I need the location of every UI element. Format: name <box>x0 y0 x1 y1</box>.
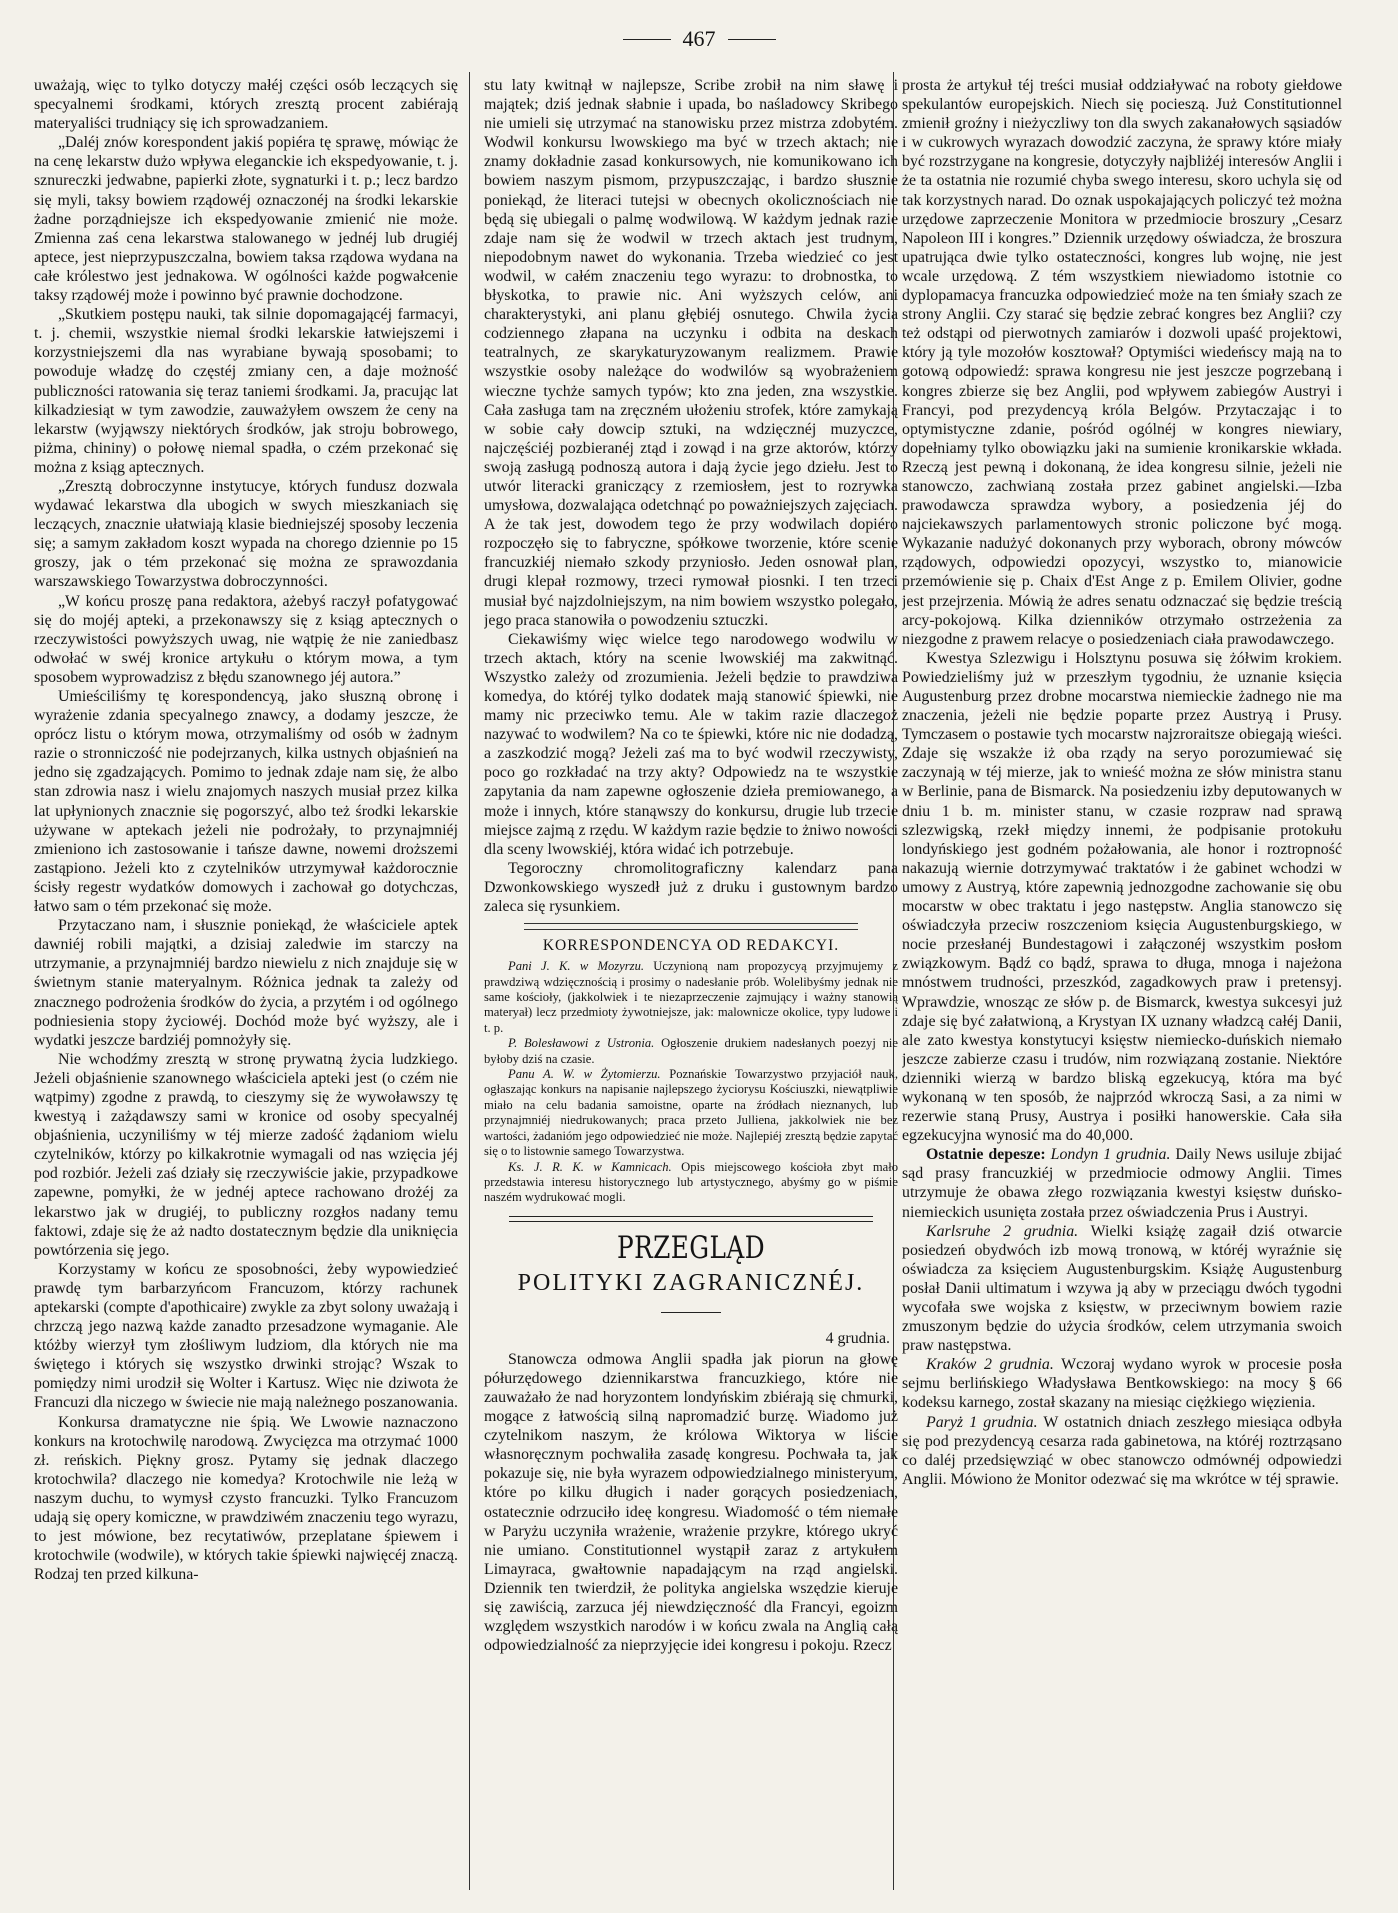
correspondence-text: Uczynioną nam propozycyą przyjmujemy z prawdziwą wdzięcznością i prosimy o nadesłanie prób. Wolelibyśmy jednak nie same kościoły, (jakkolwiek i te niezaprzeczenie zajmujący i ważny stanowią materyał) lecz przedmioty żywotniejsze, jak: malownicze okolice, typy ludowe i t. p. <box>484 959 898 1035</box>
correspondence-item <box>484 1067 898 1159</box>
review-subtitle: POLITYKI ZAGRANICZNÉJ. <box>517 1269 865 1296</box>
correspondence-addressee: P. Bolesławowi z Ustronia. <box>508 1036 655 1051</box>
section-divider <box>524 923 858 930</box>
paragraph: Stanowcza odmowa Anglii spadła jak piorun na głowę półurzędowego dziennikarstwa francuzkiego, które nie zauważało że nad horyzontem londyńskim zbiérają się chmurki, mogące z łatwością silną napromadzić burzę. Wiadomo już czytelnikom naszym, że królowa Wiktorya w liście własnoręcznym pochwaliła zasadę kongresu. Pochwała ta, jak pokazuje się, nie była wyrazem odpowiedzialnego ministeryum, które po kilku długich i nader gorących posiedzeniach, ostatecznie odrzuciło ideę kongresu. Wiadomość o tém niemałe w Paryżu uczyniła wrażenie, wrażenie przykre, którego ukryć nie umiano. Constitutionnel wystąpił zaraz z artykułem Limayraca, gwałtownie napadającym na rząd angielski. Dziennik ten twierdził, że polityka angielska wszędzie kieruje się zawiścią, zarzuca jéj niewdzięczność dla Francyi, egoizm względem wszystkich narodów i w końcu zwala na Anglią całą odpowiedzialność za nieprzyjęcie idei kongresu i pokoju. Rzecz <box>484 1350 898 1655</box>
dispatch-item <box>902 1222 1342 1356</box>
dispatch-place: Kraków 2 grudnia. <box>926 1356 1054 1374</box>
dispatch-lead: Ostatnie depesze: <box>926 1146 1046 1164</box>
dispatch-item <box>902 1355 1342 1412</box>
page-number-text: 467 <box>682 26 716 51</box>
correspondence-text: Opis miejscowego kościoła zbyt mało przedstawia interesu historycznego lub artystycznego, abyśmy go w piśmie naszém wydrukować mogli. <box>484 1159 898 1205</box>
correspondence-heading: KORRESPONDENCYA OD REDAKCYI. <box>542 937 840 955</box>
paragraph: Umieściliśmy tę korespondencyą, jako słuszną obronę i wyrażenie zdania specyalnego znawcy, a dodamy jeszcze, że oprócz listu o którym mowa, otrzymaliśmy od osób w żadnym razie o stronniczość nie podejrzanych, kilka ustnych objaśnień na jedno się zgadzających. Pomimo to jednak zdaje nam się, że albo stan zdrowia nasz i wielu znajomych naszych musiał przez kilka lat upłynionych znacznie się pogorszyć, albo też środki lekarskie używane w aptekach jeżeli nie podrożały, to przynajmniéj zmieniono ich zastosowanie i tańsze dawne, nowemi droższemi zastąpiono. Jeżeli kto z czytelników utrzymywał każdorocznie ścisły regestr wydatków domowych i zachował go dotychczas, łatwo sam o tém przekonać się może. <box>34 688 458 916</box>
paragraph: „Daléj znów korespondent jakiś popiéra tę sprawę, mówiąc że na cenę lekarstw dużo wpływa eleganckie ich ekspedyowanie, t. j. sznureczki jedwabne, papierki złote, sygnaturki i t. p.; lecz bardzo się myli, taksy bowiem rządowéj oznaczonéj na środki lekarskie żadne porządniejsze ich ekspedyowanie zmienić nie może. Zmienna zaś cena lekarstwa stalowanego w jednéj lub drugiéj aptece, jest nieprzypuszczalna, bowiem taksa rządowa wydana na całe królestwo jest jednakowa. W ogólności każde pogwałcenie taksy rządowéj może i powinno być prawnie dochodzone. <box>34 134 458 305</box>
correspondence-item <box>484 1036 898 1067</box>
dispatch-text: Wczoraj wydano wyrok w procesie posła sejmu berlińskiego Władysława Bentkowskiego: na mocy § 66 kodeksu karnego, został skazany na miesiąc ciężkiego więzienia. <box>902 1356 1342 1412</box>
dispatch-place: Londyn 1 grudnia. <box>1050 1146 1171 1164</box>
paragraph: Przytaczano nam, i słusznie poniekąd, że właściciele aptek dawniéj robili majątki, a dzisiaj zaledwie im starczy na utrzymanie, a przynajmniéj bardzo niewielu z nich znajduje się w świetnym stanie materyalnym. Różnica jednak ta zależy od znacznego podrożenia środków do życia, a przytém i od ogólnego podniesienia stopy życiowéj. Dochód może być wyższy, ale i wydatki jeszcze bardziéj pomnożyły się. <box>34 917 458 1049</box>
correspondence-addressee: Pani J. K. w Mozyrzu. <box>508 959 645 974</box>
correspondence-text: Ogłoszenie drukiem nadesłanych poezyj nie byłoby dziś na czasie. <box>484 1036 898 1066</box>
paragraph: „Zresztą dobroczynne instytucye, których fundusz dozwala wydawać lekarstwa dla ubogich w swych mieszkaniach się leczących, znacznie ułatwiają klasie biedniejszéj sposoby leczenia się; a samym zakładom koszt wypada na chorego dziennie po 15 groszy, jak o tém przekonać się można ze sprawozdania warszawskiego Towarzystwa dobroczynności. <box>34 477 458 591</box>
dispatch-place: Karlsruhe 2 grudnia. <box>926 1222 1079 1240</box>
page-number <box>0 26 1398 52</box>
review-title: PRZEGLĄD <box>617 1229 765 1266</box>
middle-column <box>484 76 898 1888</box>
folio-rule-right <box>728 39 776 40</box>
dispatch-text: Daily News usiluje zbijać sąd prasy francuzkiéj w przedmiocie odmowy Anglii. Times utrzymuje że obawa złego rozwiązania kwestyi księstw duńsko-niemieckich usunięta została przez oświadczenia Prus i Austryi. <box>902 1146 1342 1221</box>
dispatch-item <box>902 1413 1342 1489</box>
paragraph: „W końcu proszę pana redaktora, ażebyś raczył pofatygować się do mojéj apteki, a przekonawszy się z ksiąg aptecznych o rzeczywistości powyższych uwag, nie wątpię że nie zaniedbasz odwołać w swéj kronice artykułu o którym mowa, a tym sposobem wyprowadzisz z błędu szanownego jéj autora.” <box>34 592 458 686</box>
review-dateline: 4 grudnia. <box>825 1329 890 1347</box>
correspondence-item <box>484 1160 898 1206</box>
paragraph: Nie wchodźmy zresztą w stronę prywatną życia ludzkiego. Jeżeli objaśnienie szanownego właściciela apteki jest (o czém nie wątpimy) zgodne z prawdą, to cieszymy się że wywoławszy tę kwestyą i zażądawszy sami w kronice od osoby specyalnéj objaśnienia, uczyniliśmy w téj mierze zadość żądaniom wielu czytelników, którzy po kilkakrotnie wymagali od nas wzięcia jéj pod rozbiór. Jeżeli zaś działy się rzeczywiście jakie, przypadkowe zapewne, pomyłki, że w jednéj aptece rachowano drożéj za lekarstwo jak w drugiéj, to publiczny rozgłos nadany temu faktowi, zdaje się że aż nadto dostatecznym będzie dla uniknięcia powtórzenia się jego. <box>34 1050 458 1259</box>
paragraph: Konkursa dramatyczne nie śpią. We Lwowie naznaczono konkurs na krotochwilę narodową. Zwycięzca ma otrzymać 1000 zł. reńskich. Piękny grosz. Pytamy się jednak dlaczego krotochwila? dlaczego nie komedya? Krotochwile nie leżą w naszym duchu, to wymysł czysto francuzki. Tylko Francuzom udają się opery komiczne, w prawdziwém znaczeniu tego wyrazu, to jest mówione, bez recytatiwów, przeplatane śpiewem i krotochwile (wodwile), w których takie śpiewki najwięcéj znaczą. Rodzaj ten przed kilkuna- <box>34 1413 458 1584</box>
paragraph: Korzystamy w końcu ze sposobności, żeby wypowiedzieć prawdę tym barbarzyńcom Francuzom, którzy rachunek aptekarski (compte d'apothicaire) zwykle za zbyt solony uważają i chrzczą jego nazwą każde zanadto przesadzone wymaganie. Ale któżby wierzył tym złośliwym ludziom, dla których nie ma świętego i których się wszystko drwinki strojąc? Wszak to pomiędzy nimi urodził się Wolter i Kartusz. Więc nie dziwota że Francuzi dla niczego w świecie nie mają należnego poszanowania. <box>34 1260 458 1412</box>
dispatch-text: W ostatnich dniach zeszłego miesiąca odbyła się pod prezydencyą cesarza rada gabinetowa, na któréj roztrząsano co daléj przedsięwziąć w obec stanowczo odmównéj odpowiedzi Anglii. Mówiono że Monitor odezwać się ma wkrótce w téj sprawie. <box>902 1413 1342 1488</box>
paragraph: Tegoroczny chromolitograficzny kalendarz pana Dzwonkowskiego wyszedł już z druku i gustownym bardzo zaleca się rysunkiem. <box>484 859 898 916</box>
right-column <box>902 76 1342 1888</box>
correspondence-addressee: Panu A. W. w Żytomierzu. <box>508 1067 661 1082</box>
dispatch-item <box>902 1145 1342 1221</box>
correspondence-addressee: Ks. J. R. K. w Kamnicach. <box>508 1159 672 1174</box>
folio-rule-left <box>623 39 671 40</box>
paragraph: stu laty kwitnął w najlepsze, Scribe zrobił na nim sławę i majątek; dziś jednak słabnie i upada, bo naśladowcy Skribego nie umieli się utrzymać na stanowisku przez mistrza zdobytém. Wodwil konkursu lwowskiego ma być w trzech aktach; nie znamy dokładnie zasad konkursowych, nie komunikowano ich bowiem naszym pismom, przypuszczając, i bardzo słusznie poniekąd, że literaci tutejsi w obecnych okolicznościach nie będą się ubiegali o palmę wodwilową. W każdym jednak razie zdaje nam się że wodwil w trzech aktach jest trudnym, niepodobnym nawet do wykonania. Trzeba wiedzieć co jest wodwil, w całém znaczeniu tego wyrazu: to drobnostka, to błyskotka, to prawie nic. Ani wyższych celów, ani charakterystyki, ani planu głębiéj osnutego. Chwila życia codziennego złapana na uczynku i odbita na deskach teatralnych, ze skarykaturyzowanym realizmem. Prawie wszystkie osoby należące do wodwilów są wyobrażeniem wieczne tychże samych typów; kto zna jeden, zna wszystkie. Cała zasługa tam na zręczném ułożeniu strofek, które zamykają w sobie cały dowcip sztuki, na wdzięcznéj muzyczce, najczęściéj pozbieranéj ztąd i zowąd i na grze aktorów, którzy swoją zasługą podnoszą autora i dają życie jego dziełu. Jest to utwór literacki graniczący z rzemiosłem, jest to rozrywka umysłowa, dozwalająca odetchnąć po poważniejszych zajęciach. A że tak jest, dowodem tego że przy wodwilach dopiéro rozpoczęło się to fabryczne, spółkowe tworzenie, które scenie francuzkiéj niemało szkody przyniosło. Jeden osnował plan, drugi klepał rozmowy, trzeci rymował piosnki. I ten trzeci musiał być najzdolniejszym, na nim bowiem wszystko polegało, jego praca stanowiła o powodzeniu sztuczki. <box>484 77 898 629</box>
paragraph: prosta że artykuł téj treści musiał oddziaływać na roboty giełdowe spekulantów europejskich. Niech się pocieszą. Już Constitutionnel zmienił groźny i nieżyczliwy ton dla swych zakanałowych sąsiadów i w cukrowych wyrazach dowodzić zaczyna, że sprawy które miały być rozstrzygane na kongresie, dotyczyły najbliżéj interesów Anglii i że ta ostatnia nie rozumié chyba swego interesu, skoro uchyla się od tak korzystnych narad. Do oznak uspokajających policzyć też można urzędowe zaprzeczenie Monitora w przedmiocie broszury „Cesarz Napoleon III i kongres.” Dziennik urzędowy oświadcza, że broszura upatrująca dwie tylko ostateczności, kongres lub wojnę, nie jest wcale urzędową. Z tém wszystkiem niewiadomo istotnie co dyplopamacya francuzka odpowiedzieć może na ten śmiały szach ze strony Anglii. Czy starać się będzie zebrać kongres bez Anglii? czy też odstąpi od pierwotnych zamiarów i dozwoli upaść projektowi, który ją tyle mozołów kosztował? Optymiści wiedeńscy mają na to gotową odpowiedź: sprawa kongresu nie jest jeszcze pogrzebaną i kongres zbierze się bez Anglii, pod wpływem zabiegów Austryi i Francyi, pod prezydencyą króla Belgów. Przytaczając i to optymistyczne zdanie, pośród ogólnéj w kongres niewiary, dopełniamy tylko obowiązku jaki na sumienie kronikarskie wkłada. Rzeczą jest pewną i dokonaną, że idea kongresu silnie, jeżeli nie stanowczo, zachwianą została przez gabinet angielski.—Izba prawodawcza sprawdza wybory, a posiedzenia jéj do najciekawszych parlamentowych stronic policzone być mogą. Wykazanie nadużyć dokonanych przy wyborach, obrony mówców rządowych, odpowiedzi opozycyi, wszystko to, mianowicie przemówienie się p. Chaix d'Est Ange z p. Emilem Olivier, godne jest przejrzenia. Mówią że adres senatu odznaczać się będzie treścią arcy-pokojową. Kilka dzienników otrzymało ostrzeżenia za niezgodne z prawem relacye o posiedzeniach ciała prawodawczego. <box>902 77 1342 648</box>
correspondence-text: Poznańskie Towarzystwo przyjaciół nauk, ogłaszając konkurs na napisanie najlepszego życiorysu Kościuszki, niewątpliwie miało na celu badania samoistne, oparte na źródłach nieznanych, lub przynajmniéj niedrukowanych; praca przeto Julliena, jakkolwiek nie bez wartości, żadanióm jego odpowiedzieć nie może. Najlepiéj zresztą będzie zapytać się o to listownie samego Towarzystwa. <box>484 1067 898 1159</box>
dispatch-text: Wielki książę zagaił dziś otwarcie posiedzeń obydwóch izb mową tronową, w któréj wyraźnie się oświadcza za księciem Augustenburgskim. Książę Augustenburg posłał Danii ultimatum i wzywa ją aby w przeciągu dwóch tygodni wycofała swe wojska z księstw, w przeciwnym bowiem razie zmuszonym będzie do użycia środków, celem utrzymania swoich praw następstwa. <box>902 1222 1342 1355</box>
correspondence-item <box>484 959 898 1036</box>
paragraph: uważają, więc to tylko dotyczy małéj części osób leczących się specyalnemi środkami, których zresztą procent zabiérają materyaliści trudniący się ich sprowadzaniem. <box>34 77 458 133</box>
paragraph: Kwestya Szlezwigu i Holsztynu posuwa się żółwim krokiem. Powiedzieliśmy już w przeszłym tygodniu, że uznanie księcia Augustenburg przez drobne mocarstwa niemieckie żadnego nie ma znaczenia, jeżeli nie będzie poparte przez Austryą i Prusy. Tymczasem o postawie tych mocarstw najzroraitsze obiegają wieści. Zdaje się wszakże iż oba rządy na seryo porozumiewać się zaczynają w téj mierze, jak to wnieść można ze słów ministra stanu w Berlinie, pana de Bismarck. Na posiedzeniu izby deputowanych w dniu 1 b. m. minister stanu, w czasie rozpraw nad sprawą szlezwigską, rzekł między innemi, że podpisanie protokułu londyńskiego jest godném pożałowania, ale honor i roztropność nakazują wiernie dotrzymywać traktatów i że gabinet wchodzi w umowy z Austryą, które zapewnią jednozgodne zachowanie się obu mocarstw w obec traktatu i jego następstw. Anglia stanowczo się oświadczyła przeciw roszczeniom księcia Augustenburgskiego, w nocie przesłanéj Bundestagowi i załączonéj wszystkim posłom związkowym. Bądź co bądź, sprawa to długa, mnoga i najeżona mnóstwem trudności, przeszkód, zagadkowych praw i pretensyj. Wprawdzie, wnosząc ze słów p. de Bismarck, kwestya sukcesyi już zdaje się być załatwioną, a Krystyan IX uznany władzcą całéj Danii, ale zato kwestya konstytucyi księstw niemiecko-duńskich niemało jeszcze zabierze czasu i trudów, nim rozwiązaną zostanie. Niektóre dzienniki wierzą w bardzo bliską egzekucyą, która ma być wykonaną w ten sposób, że najprzód wkroczą Sasi, a za nimi w rezerwie staną Prusy, Austrya i posiłki hanowerskie. Cała siła egzekucyjna wynosić ma do 40,000. <box>902 649 1342 1145</box>
section-divider <box>509 1216 873 1222</box>
title-underline <box>661 1312 721 1313</box>
paragraph: Ciekawiśmy więc wielce tego narodowego wodwilu w trzech aktach, który na scenie lwowskiéj ma zakwitnąć. Wszystko zależy od zrozumienia. Jeżeli będzie to prawdziwa komedya, do któréj tylko dodatek mają stanowić śpiewki, nie mamy nic przeciwko temu. Ale w takim razie dlaczegoż nazywać to wodwilem? Na co te śpiewki, które nic nie dodadzą, a zaszkodzić mogą? Jeżeli zaś ma to być wodwil rzeczywisty, poco go rozkładać na trzy akty? Odpowiedz na te wszystkie zapytania da nam zapewne ogłoszenie dzieła premiowanego, a może i innych, które stanąwszy do konkursu, drugie lub trzecie miejsce zajmą z rzędu. W każdym razie będzie to żniwo nowości dla sceny lwowskiéj, która widać ich potrzebuje. <box>484 630 898 858</box>
paragraph: „Skutkiem postępu nauki, tak silnie dopomagającéj farmacyi, t. j. chemii, wszystkie niemal środki lekarskie łatwiejszemi i korzystniejszemi dla nas wyrabiane bywają sposobami; to powoduje władzę do częstéj zmiany cen, a daje możność publiczności ratowania się teraz taniemi środkami. Ja, pracując lat kilkadziesiąt w tym zawodzie, zauważyłem owszem że ceny na lekarstw (wyjąwszy niektórych środków, jak stroju bobrowego, piżma, chininy) o połowę niemal spadła, o czém przekonać się można z ksiąg aptecznych. <box>34 306 458 476</box>
column-divider <box>469 72 470 1890</box>
dispatch-place: Paryż 1 grudnia. <box>926 1413 1038 1431</box>
left-column <box>34 76 458 1888</box>
